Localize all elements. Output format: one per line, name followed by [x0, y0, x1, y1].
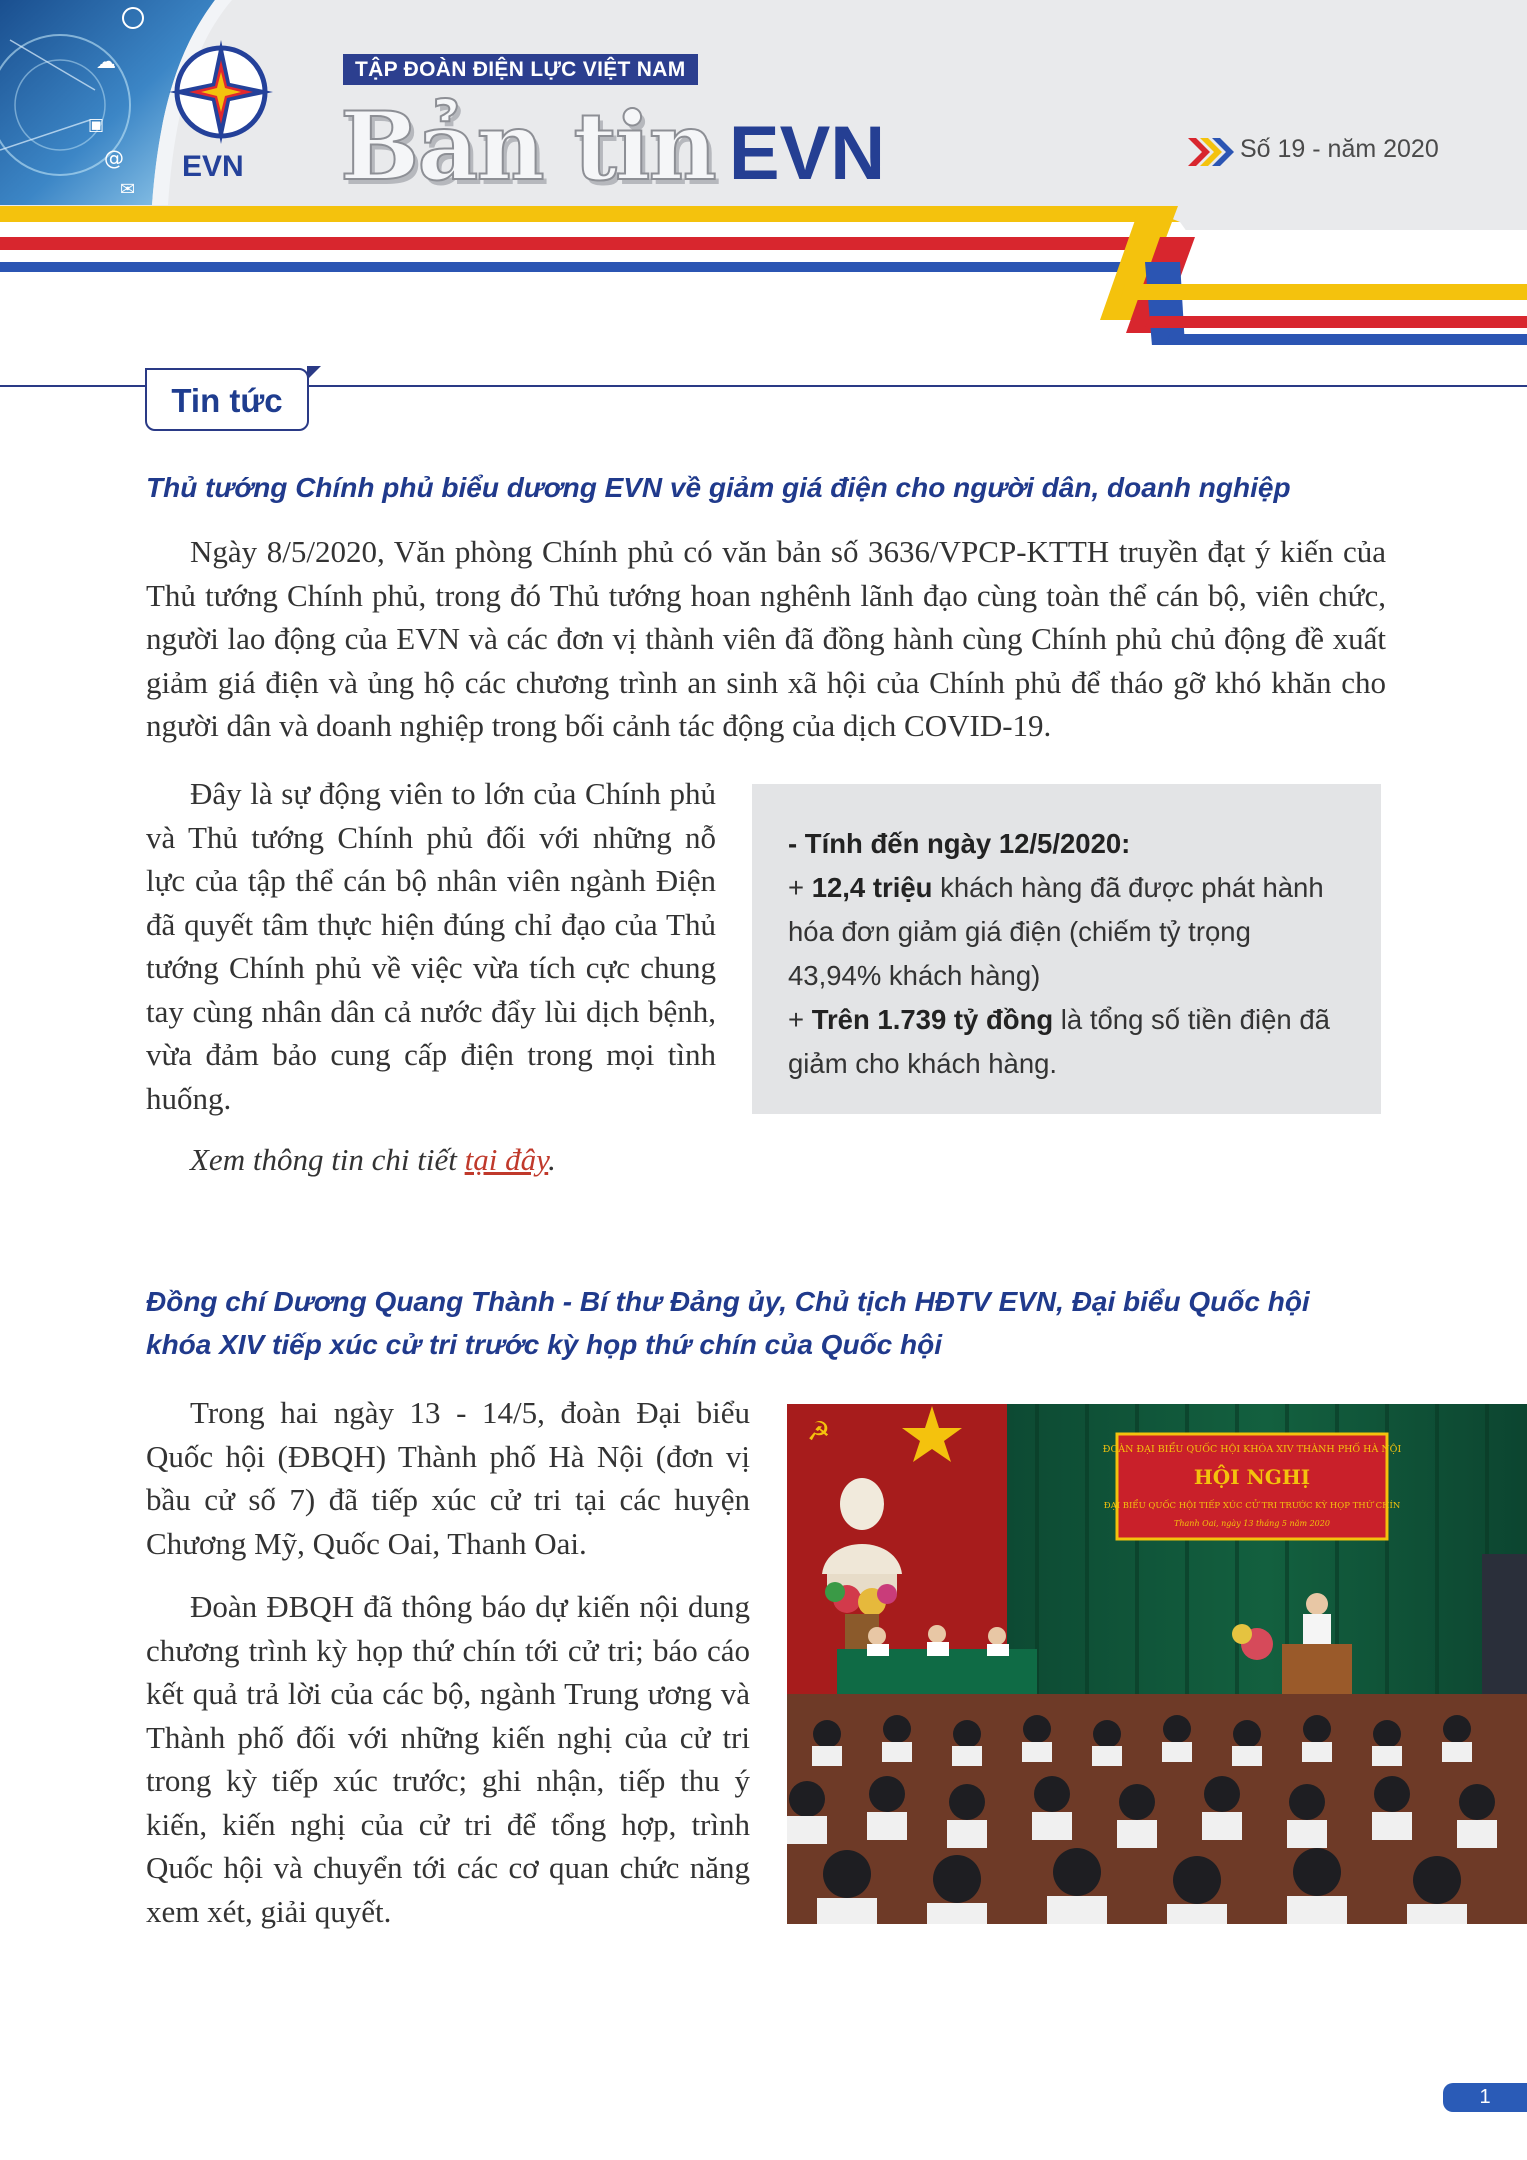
- article1-title: Thủ tướng Chính phủ biểu dương EVN về giảm giá điện cho người dân, doanh nghiệp: [146, 472, 1291, 503]
- stats-item: [788, 998, 1351, 1086]
- stats-bullet: +: [788, 872, 812, 903]
- issue-number: Số 19 - năm 2020: [1240, 135, 1439, 163]
- svg-text:✉: ✉: [120, 179, 136, 200]
- conference-photo-image: [787, 1404, 1527, 1924]
- banner-line: ĐOÀN ĐẠI BIỂU QUỐC HỘI KHÓA XIV THÀNH PHỐ HÀ NỘI: [1102, 1444, 1402, 1455]
- masthead: [0, 0, 1527, 345]
- svg-text:@: @: [104, 146, 124, 170]
- svg-text:☁: ☁: [96, 49, 116, 73]
- banner-title: HỘI NGHỊ: [1193, 1465, 1311, 1489]
- article1-paragraph: Ngày 8/5/2020, Văn phòng Chính phủ có văn bản số 3636/VPCP-KTTH truyền đạt ý kiến của Thủ tướng Chính phủ, trong đó Thủ tướng hoan nghênh lãnh đạo cùng toàn thể cán bộ, viên chức, người lao động của EVN và các đơn vị thành viên đã đồng hành cùng Chính phủ chủ động đề xuất giảm giá điện và ủng hộ các chương trình an sinh xã hội của Chính phủ để tháo gỡ khó khăn cho người dân và doanh nghiệp trong bối cảnh tác động của dịch COVID-19.: [146, 534, 1386, 743]
- article2-title-line: Đồng chí Dương Quang Thành - Bí thư Đảng ủy, Chủ tịch HĐTV EVN, Đại biểu Quốc hội: [146, 1286, 1310, 1317]
- issue-chevron-icon: [1188, 138, 1234, 166]
- conference-photo: [787, 1404, 1527, 1924]
- article1-intro: [146, 530, 1386, 748]
- article1-body: [146, 772, 716, 1120]
- stats-text: là tổng số tiền điện đã giảm cho khách hàng.: [788, 1004, 1330, 1079]
- banner-line: Thanh Oai, ngày 13 tháng 5 năm 2020: [1174, 1519, 1330, 1528]
- newsletter-brand: [340, 92, 886, 202]
- section-tab: [145, 368, 309, 431]
- article2-paragraph: Trong hai ngày 13 - 14/5, đoàn Đại biểu Quốc hội (ĐBQH) Thành phố Hà Nội (đơn vị bầu cử số 7) đã tiếp xúc cử tri tại các huyện Chương Mỹ, Quốc Oai, Thanh Oai.: [146, 1395, 750, 1561]
- read-more-text: Xem thông tin chi tiết: [190, 1142, 465, 1177]
- logo-text: EVN: [182, 150, 244, 183]
- banner-line: ĐẠI BIỂU QUỐC HỘI TIẾP XÚC CỬ TRI TRƯỚC KỲ HỌP THỨ CHÍN: [1103, 1501, 1401, 1511]
- header-stripes: [0, 206, 1527, 345]
- stats-value: Trên 1.739 tỷ đồng: [811, 1004, 1054, 1035]
- stats-box: [752, 784, 1381, 1114]
- article2-title: [146, 1280, 1386, 1366]
- page-number: 1: [1443, 2083, 1527, 2112]
- stats-item: [788, 866, 1351, 998]
- svg-text:▣: ▣: [88, 115, 105, 135]
- brand-script-title: Bản tin: [340, 92, 715, 202]
- article2-paragraph: Đoàn ĐBQH đã thông báo dự kiến nội dung chương trình kỳ họp thứ chín tới cử tri; báo cáo kết quả trả lời của các bộ, ngành Trung ương và Thành phố đối với những kiến nghị của cử tri trong kỳ tiếp xúc trước; ghi nhận, tiếp thu ý kiến, kiến nghị của cử tri để tổng hợp, trình Quốc hội và chuyển tới các cơ quan chức năng xem xét, giải quyết.: [146, 1589, 750, 1929]
- section-tab-corner: [307, 366, 321, 380]
- read-more: [190, 1142, 556, 1178]
- stats-heading: - Tính đến ngày 12/5/2020:: [788, 828, 1131, 859]
- organization-tag: TẬP ĐOÀN ĐIỆN LỰC VIỆT NAM: [343, 54, 698, 85]
- stats-value: 12,4 triệu: [811, 872, 933, 903]
- svg-text:☭: ☭: [807, 1417, 831, 1447]
- read-more-link[interactable]: tại đây: [464, 1142, 549, 1177]
- stats-bullet: +: [788, 1004, 812, 1035]
- article2-title-line: khóa XIV tiếp xúc cử tri trước kỳ họp thứ chín của Quốc hội: [146, 1329, 943, 1360]
- brand-evn-title: EVN: [728, 111, 886, 196]
- article1-paragraph: Đây là sự động viên to lớn của Chính phủ và Thủ tướng Chính phủ đối với những nỗ lực của tập thể cán bộ nhân viên ngành Điện đã quyết tâm thực hiện đúng chỉ đạo của Thủ tướng Chính phủ về việc vừa tích cực chung tay cùng nhân dân cả nước đẩy lùi dịch bệnh, vừa đảm bảo cung cấp điện trong mọi tình huống.: [146, 776, 716, 1116]
- article2-body: [146, 1391, 750, 1933]
- section-tab-label: Tin tức: [171, 382, 283, 419]
- stats-text: khách hàng đã được phát hành hóa đơn giảm giá điện (chiếm tỷ trọng 43,94% khách hàng): [788, 872, 1324, 991]
- read-more-end: .: [548, 1142, 556, 1177]
